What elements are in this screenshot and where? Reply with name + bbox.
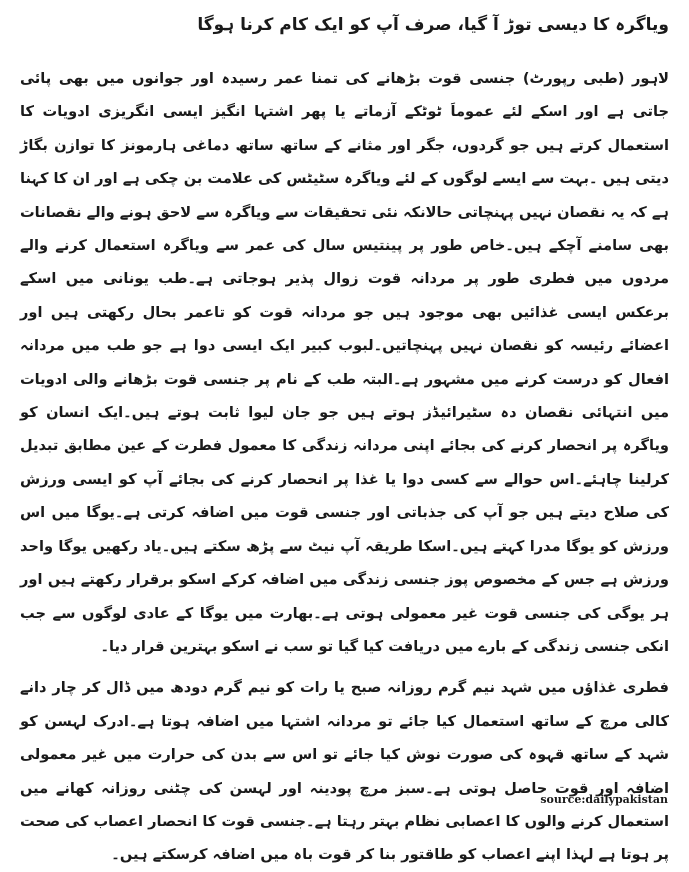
source-credit: source:dailypakistan [540,793,668,806]
article-headline: ویاگرہ کا دیسی توڑ آ گیا، صرف آپ کو ایک کام کرنا ہوگا [197,15,669,35]
article-paragraph-2: فطری غذاؤں میں شہد نیم گرم روزانہ صبح یا رات کو نیم گرم دودھ میں ڈال کر چار دانے کالی مرچ کے ساتھ استعمال کیا جائے تو مردانہ اشتہا میں اضافہ ہوتا ہے۔ادرک لہسن کو شہد کے ساتھ قہوہ کی صورت نوش کیا جائے تو اس سے بدن کی حرارت میں غیر معمولی اضافہ اور قوت حاصل ہوتی ہے۔سبز مرچ پودینہ اور لہسن کی چٹنی روزانہ کھانے میں استعمال کرنے والوں کا اعصابی نظام بہتر رہتا ہے۔جنسی قوت کا انحصار اعصاب کی صحت پر ہوتا ہے لہذا اپنے اعصاب کو طاقتور بنا کر قوت باہ میں اضافہ کرسکتے ہیں۔ [20,679,669,864]
article-paragraph-1: لاہور (طبی رپورٹ) جنسی قوت بڑھانے کی تمنا عمر رسیدہ اور جوانوں میں بھی پائی جاتی ہے اور اسکے لئے عموماَ ٹوٹکے آزماتے یا پھر اشتہا انگیز ایسی انگریزی ادویات کا استعمال کرتے ہیں جو گردوں، جگر اور مثانے کے ساتھ ساتھ دماغی ہارمونز کا توازن بگاڑ دیتی ہیں ۔بہت سے ایسے لوگوں کے لئے ویاگرہ سٹیٹس کی علامت بن چکی ہے اور ان کا کہنا ہے کہ یہ نقصان نہیں پہنچاتی حالانکہ نئی تحقیقات سے ویاگرہ سے لاحق ہونے والے نقصانات بھی سامنے آچکے ہیں۔خاص طور پر پینتیس سال کی عمر سے ویاگرہ استعمال کرنے والے مردوں میں فطری طور پر مردانہ قوت زوال پذیر ہوجاتی ہے۔طب یونانی میں اسکے برعکس ایسی غذائیں بھی موجود ہیں جو مردانہ قوت کو تاعمر بحال رکھتی ہیں اور اعضائے رئیسہ کو نقصان نہیں پہنچاتیں۔لبوب کبیر ایک ایسی دوا ہے جو طب میں مردانہ افعال کو درست کرنے میں مشہور ہے۔البتہ طب کے نام پر جنسی قوت بڑھانے والی ادویات میں انتہائی نقصان دہ سٹیرائیڈز ہوتے ہیں جو جان لیوا ثابت ہوتے ہیں۔ایک انسان کو ویاگرہ پر انحصار کرنے کی بجائے اپنی مردانہ زندگی کا معمول فطرت کے عین مطابق تبدیل کرلینا چاہئے۔اس حوالے سے کسی دوا یا غذا پر انحصار کرنے کی بجائے آپ کو ایسی ورزش کی صلاح دیتے ہیں جو آپ کی جذباتی اور جنسی قوت میں اضافہ کرتی ہے۔یوگا میں اس ورزش کو یوگا مدرا کہتے ہیں۔اسکا طریقہ آپ نیٹ سے پڑھ سکتے ہیں۔یاد رکھیں یوگا واحد ورزش ہے جس کے مخصوص پوز جنسی زندگی میں اضافہ کرکے اسکو برقرار رکھتے ہیں اور ہر یوگی کی جنسی قوت غیر معمولی ہوتی ہے۔بھارت میں یوگا کے عادی لوگوں سے جب انکی جنسی زندگی کے بارے میں دریافت کیا گیا تو سب نے اسکو بہترین قرار دیا۔ [20,70,669,655]
